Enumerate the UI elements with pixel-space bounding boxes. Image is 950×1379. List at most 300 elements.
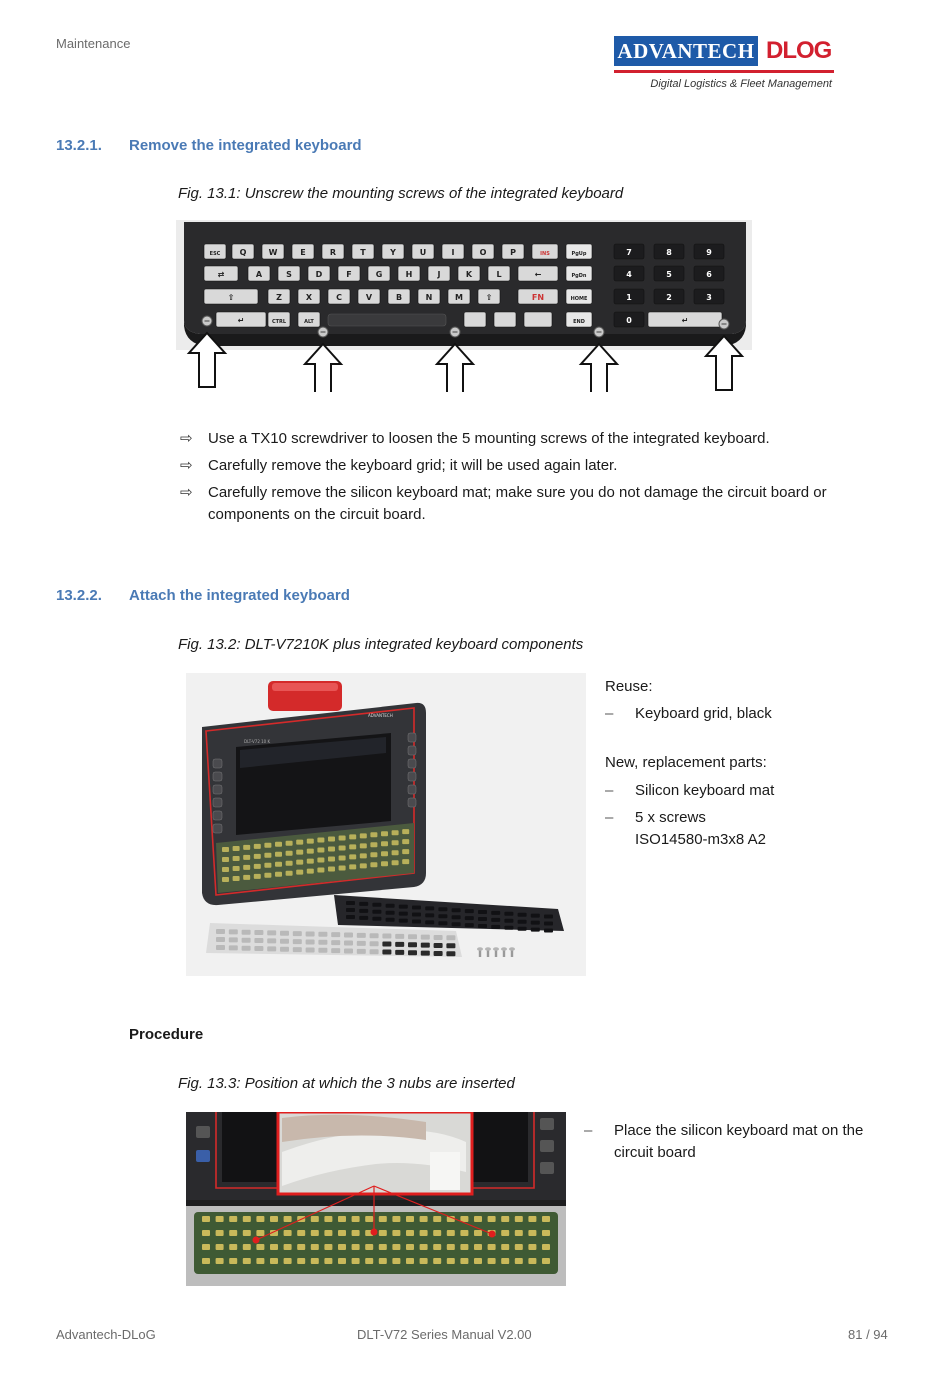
keyboard-key-label: A bbox=[255, 270, 263, 279]
footer-company: Advantech-DLoG bbox=[56, 1327, 156, 1342]
device-button bbox=[213, 785, 222, 794]
reuse-item bbox=[605, 703, 905, 725]
figure-caption-2: Fig. 13.2: DLT-V7210K plus integrated keyboard components bbox=[178, 636, 584, 653]
pcb-key-pad bbox=[233, 856, 240, 861]
pcb-key-pad bbox=[365, 1258, 373, 1264]
pcb-key-pad bbox=[365, 1244, 373, 1250]
grid-slot bbox=[491, 911, 500, 915]
keyboard-key-label: INS bbox=[540, 251, 550, 257]
mat-key bbox=[434, 935, 443, 940]
pcb-key-pad bbox=[406, 1258, 414, 1264]
pcb-key-pad bbox=[229, 1244, 237, 1250]
grid-slot bbox=[386, 918, 395, 922]
keyboard-key-label: J bbox=[437, 270, 441, 279]
mat-key bbox=[395, 950, 404, 955]
keyboard-key-label: 4 bbox=[626, 270, 632, 279]
screw-head bbox=[493, 947, 499, 951]
mat-key bbox=[446, 951, 455, 956]
mat-key bbox=[382, 950, 391, 955]
pcb-key-pad bbox=[307, 849, 314, 854]
grid-slot bbox=[504, 926, 513, 930]
pcb-key-pad bbox=[311, 1216, 319, 1222]
pcb-key-pad bbox=[254, 874, 261, 879]
pcb-key-pad bbox=[406, 1244, 414, 1250]
pcb-key-pad bbox=[202, 1230, 210, 1236]
pcb-key-pad bbox=[264, 863, 271, 868]
figure-device-components bbox=[186, 673, 586, 976]
footer-page-number: 81 / 94 bbox=[848, 1327, 888, 1342]
pcb-key-pad bbox=[352, 1216, 360, 1222]
keyboard-key-label: U bbox=[419, 248, 427, 257]
device-button bbox=[408, 733, 416, 742]
keyboard-key bbox=[494, 312, 516, 327]
grid-slot bbox=[386, 904, 395, 908]
grid-slot bbox=[531, 928, 540, 932]
company-logo bbox=[614, 36, 834, 94]
pcb-key-pad bbox=[447, 1244, 455, 1250]
step-item bbox=[180, 428, 860, 450]
grid-slot bbox=[452, 915, 461, 919]
logo-dlog: DLOG bbox=[766, 37, 832, 64]
mat-key bbox=[370, 933, 379, 938]
pcb-key-pad bbox=[515, 1230, 523, 1236]
pcb-key-pad bbox=[402, 859, 409, 864]
mat-key bbox=[382, 942, 391, 947]
pcb-key-pad bbox=[202, 1244, 210, 1250]
mat-key bbox=[370, 949, 379, 954]
keyboard-key-label: M bbox=[455, 293, 463, 302]
section-title: Attach the integrated keyboard bbox=[129, 587, 350, 604]
keyboard-key-label: ← bbox=[534, 270, 542, 279]
mat-key bbox=[242, 946, 251, 951]
pcb-key-pad bbox=[243, 1230, 251, 1236]
pcb-key-pad bbox=[296, 870, 303, 875]
mat-key bbox=[434, 951, 443, 956]
pcb-key-pad bbox=[338, 1258, 346, 1264]
pcb-key-pad bbox=[501, 1230, 509, 1236]
section-number: 13.2.2. bbox=[56, 587, 102, 604]
grid-slot bbox=[425, 913, 434, 917]
mat-key bbox=[408, 950, 417, 955]
keyboard-key-label: 8 bbox=[666, 248, 672, 257]
pcb-key-pad bbox=[474, 1230, 482, 1236]
section-heading-attach bbox=[56, 587, 556, 607]
pcb-key-pad bbox=[515, 1216, 523, 1222]
pcb-key-pad bbox=[528, 1258, 536, 1264]
mat-key bbox=[318, 932, 327, 937]
grid-slot bbox=[346, 901, 355, 905]
pcb-key-pad bbox=[229, 1230, 237, 1236]
pcb-key-pad bbox=[339, 845, 346, 850]
new-part-text: 5 x screws bbox=[635, 809, 706, 826]
figure-keyboard bbox=[176, 220, 752, 392]
pcb-key-pad bbox=[233, 866, 240, 871]
pcb-key-pad bbox=[501, 1244, 509, 1250]
mat-key bbox=[318, 940, 327, 945]
keyboard-key-label: V bbox=[365, 293, 373, 302]
pcb-key-pad bbox=[311, 1244, 319, 1250]
mat-key bbox=[280, 947, 289, 952]
device-button bbox=[213, 824, 222, 833]
grid-slot bbox=[346, 908, 355, 912]
procedure-heading: Procedure bbox=[129, 1026, 204, 1043]
mat-key bbox=[344, 933, 353, 938]
grid-slot bbox=[531, 914, 540, 918]
mat-key bbox=[306, 939, 315, 944]
grid-slot bbox=[544, 929, 553, 933]
mat-key bbox=[331, 948, 340, 953]
grid-slot bbox=[518, 913, 527, 917]
device-button bbox=[213, 759, 222, 768]
pcb-key-pad bbox=[338, 1216, 346, 1222]
pcb-key-pad bbox=[488, 1216, 496, 1222]
screw-spec: ISO14580-m3x8 A2 bbox=[635, 831, 766, 848]
grid-slot bbox=[518, 920, 527, 924]
device-button bbox=[408, 785, 416, 794]
mat-key bbox=[408, 934, 417, 939]
keyboard-key-label: Z bbox=[276, 293, 282, 302]
mat-key bbox=[357, 949, 366, 954]
pcb-key-pad bbox=[501, 1216, 509, 1222]
grid-slot bbox=[491, 925, 500, 929]
reuse-label: Reuse: bbox=[605, 678, 653, 695]
screw-head bbox=[477, 947, 483, 951]
pcb-key-pad bbox=[460, 1230, 468, 1236]
pcb-key-pad bbox=[222, 847, 229, 852]
pcb-key-pad bbox=[370, 832, 377, 837]
keyboard-key-label: HOME bbox=[570, 296, 588, 302]
pcb-key-pad bbox=[392, 1258, 400, 1264]
grid-slot bbox=[359, 909, 368, 913]
mat-key bbox=[306, 931, 315, 936]
pcb-key-pad bbox=[381, 831, 388, 836]
keyboard-key-label: 9 bbox=[706, 248, 712, 257]
pcb-key-pad bbox=[381, 861, 388, 866]
grid-slot bbox=[399, 919, 408, 923]
pcb-key-pad bbox=[264, 853, 271, 858]
pcb-key-pad bbox=[256, 1244, 264, 1250]
pcb-key-pad bbox=[433, 1230, 441, 1236]
pcb-key-pad bbox=[379, 1244, 387, 1250]
grid-slot bbox=[399, 905, 408, 909]
arrow-right-outline-icon: ⇨ bbox=[180, 457, 193, 474]
keyboard-key-label: PgDn bbox=[571, 273, 587, 279]
pcb-key-pad bbox=[317, 848, 324, 853]
pcb-key-pad bbox=[392, 1230, 400, 1236]
pcb-key-pad bbox=[297, 1230, 305, 1236]
mat-key bbox=[216, 929, 225, 934]
step-text: Carefully remove the silicon keyboard mat; make sure you do not damage the circuit board or components on the circuit board. bbox=[208, 484, 827, 523]
mat-key bbox=[293, 947, 302, 952]
pcb-key-pad bbox=[328, 867, 335, 872]
grid-slot bbox=[425, 906, 434, 910]
keyboard-key-label: H bbox=[405, 270, 413, 279]
pcb-key-pad bbox=[474, 1244, 482, 1250]
grid-slot bbox=[478, 917, 487, 921]
mat-key bbox=[267, 938, 276, 943]
pcb-key-pad bbox=[349, 864, 356, 869]
arrow-up-outline-icon bbox=[437, 344, 473, 392]
mat-key bbox=[382, 934, 391, 939]
pcb-key-pad bbox=[275, 842, 282, 847]
pcb-key-pad bbox=[474, 1216, 482, 1222]
mat-key bbox=[254, 946, 263, 951]
pcb-key-pad bbox=[284, 1244, 292, 1250]
pcb-key-pad bbox=[256, 1230, 264, 1236]
pcb-key-pad bbox=[379, 1258, 387, 1264]
device-button bbox=[408, 798, 416, 807]
keyboard-key-label: P bbox=[510, 248, 516, 257]
keyboard-key-label: Y bbox=[390, 248, 396, 257]
grid-slot bbox=[359, 902, 368, 906]
pcb-key-pad bbox=[433, 1258, 441, 1264]
figure-caption-1: Fig. 13.1: Unscrew the mounting screws of the integrated keyboard bbox=[178, 185, 624, 202]
keyboard-key-label: K bbox=[465, 270, 473, 279]
footer-manual-title: DLT-V72 Series Manual V2.00 bbox=[357, 1327, 532, 1342]
mat-key bbox=[293, 931, 302, 936]
pcb-key-pad bbox=[264, 873, 271, 878]
pcb-key-pad bbox=[392, 830, 399, 835]
grid-slot bbox=[465, 909, 474, 913]
pcb-key-pad bbox=[402, 829, 409, 834]
grid-slot bbox=[412, 913, 421, 917]
pcb-key-pad bbox=[338, 1230, 346, 1236]
pcb-key-pad bbox=[349, 844, 356, 849]
mat-key bbox=[267, 930, 276, 935]
grid-slot bbox=[359, 916, 368, 920]
pcb-key-pad bbox=[338, 1244, 346, 1250]
pcb-key-pad bbox=[324, 1230, 332, 1236]
mat-key bbox=[446, 943, 455, 948]
pcb-key-pad bbox=[243, 855, 250, 860]
pcb-key-pad bbox=[317, 868, 324, 873]
keyboard-key-label: W bbox=[268, 248, 278, 257]
procedure-step bbox=[584, 1120, 904, 1164]
pcb-key-pad bbox=[275, 862, 282, 867]
device-button bbox=[213, 798, 222, 807]
pcb-key-pad bbox=[296, 840, 303, 845]
device-model-label: DLT-V72 10 K bbox=[244, 739, 271, 744]
keyboard-key-label: ↵ bbox=[681, 316, 689, 325]
keyboard-key bbox=[524, 312, 552, 327]
mat-key bbox=[421, 935, 430, 940]
pcb-key-pad bbox=[352, 1230, 360, 1236]
device-brand-label: ADVANTECH bbox=[368, 713, 393, 718]
pcb-key-pad bbox=[420, 1258, 428, 1264]
pcb-key-pad bbox=[542, 1216, 550, 1222]
pcb-key-pad bbox=[460, 1258, 468, 1264]
grid-slot bbox=[412, 906, 421, 910]
grid-slot bbox=[399, 912, 408, 916]
device-button bbox=[408, 772, 416, 781]
procedure-step-text: Place the silicon keyboard mat on the circuit board bbox=[614, 1122, 864, 1161]
pcb-key-pad bbox=[515, 1244, 523, 1250]
pcb-key-pad bbox=[254, 864, 261, 869]
pcb-key-pad bbox=[307, 859, 314, 864]
pcb-key-pad bbox=[256, 1258, 264, 1264]
grid-slot bbox=[478, 910, 487, 914]
pcb-key-pad bbox=[270, 1258, 278, 1264]
keyboard-key-label: D bbox=[315, 270, 323, 279]
pcb-key-pad bbox=[229, 1216, 237, 1222]
figure-caption-3: Fig. 13.3: Position at which the 3 nubs are inserted bbox=[178, 1075, 515, 1092]
pcb-key-pad bbox=[528, 1216, 536, 1222]
pcb-key-pad bbox=[311, 1258, 319, 1264]
pcb-key-pad bbox=[528, 1244, 536, 1250]
keyboard-key bbox=[464, 312, 486, 327]
device-button bbox=[408, 746, 416, 755]
keyboard-key-label: ESC bbox=[209, 251, 221, 257]
mat-key bbox=[446, 935, 455, 940]
pcb-key-pad bbox=[286, 841, 293, 846]
pcb-key-pad bbox=[420, 1244, 428, 1250]
pcb-key-pad bbox=[254, 844, 261, 849]
pcb-key-pad bbox=[360, 863, 367, 868]
pcb-key-pad bbox=[202, 1216, 210, 1222]
keyboard-key-label: G bbox=[375, 270, 383, 279]
new-parts-label: New, replacement parts: bbox=[605, 754, 767, 771]
pcb-key-pad bbox=[284, 1230, 292, 1236]
pcb-key-pad bbox=[307, 869, 314, 874]
grid-slot bbox=[346, 915, 355, 919]
grid-slot bbox=[465, 916, 474, 920]
arrow-up-outline-icon bbox=[581, 344, 617, 392]
mat-key bbox=[318, 948, 327, 953]
mat-key bbox=[395, 934, 404, 939]
mat-key bbox=[357, 941, 366, 946]
mat-key bbox=[242, 930, 251, 935]
grid-slot bbox=[452, 908, 461, 912]
pcb-key-pad bbox=[392, 840, 399, 845]
pcb-key-pad bbox=[275, 852, 282, 857]
pcb-key-pad bbox=[311, 1230, 319, 1236]
keyboard-key-label: 0 bbox=[626, 316, 632, 325]
pcb-key-pad bbox=[243, 1244, 251, 1250]
keyboard-key-label: N bbox=[425, 293, 433, 302]
pcb-key-pad bbox=[339, 865, 346, 870]
pcb-key-pad bbox=[352, 1244, 360, 1250]
mat-key bbox=[370, 941, 379, 946]
mat-key bbox=[357, 933, 366, 938]
mat-key bbox=[280, 931, 289, 936]
pcb-key-pad bbox=[433, 1244, 441, 1250]
keyboard-key-label: L bbox=[496, 270, 502, 279]
pcb-key-pad bbox=[233, 876, 240, 881]
grid-slot bbox=[372, 910, 381, 914]
screw-head bbox=[501, 947, 507, 951]
logo-tagline: Digital Logistics & Fleet Management bbox=[650, 78, 832, 90]
section-title: Remove the integrated keyboard bbox=[129, 137, 362, 154]
pcb-key-pad bbox=[317, 858, 324, 863]
pcb-key-pad bbox=[420, 1230, 428, 1236]
pcb-key-pad bbox=[365, 1216, 373, 1222]
pcb-key-pad bbox=[370, 852, 377, 857]
pcb-key-pad bbox=[381, 841, 388, 846]
grid-slot bbox=[412, 920, 421, 924]
pcb-key-pad bbox=[256, 1216, 264, 1222]
new-part-item bbox=[605, 807, 905, 851]
grid-slot bbox=[372, 903, 381, 907]
pcb-key-pad bbox=[286, 851, 293, 856]
pcb-key-pad bbox=[297, 1244, 305, 1250]
pcb-key-pad bbox=[275, 872, 282, 877]
mat-key bbox=[331, 932, 340, 937]
step-item bbox=[180, 455, 860, 477]
mat-key bbox=[229, 929, 238, 934]
grid-slot bbox=[504, 919, 513, 923]
grid-slot bbox=[518, 927, 527, 931]
keyboard-key-label: END bbox=[573, 319, 585, 325]
mat-key bbox=[421, 951, 430, 956]
pcb-key-pad bbox=[381, 851, 388, 856]
pcb-key-pad bbox=[370, 842, 377, 847]
keyboard-key-label: ⇧ bbox=[227, 293, 235, 302]
dash-bullet-icon: – bbox=[605, 782, 614, 799]
pcb-key-pad bbox=[297, 1258, 305, 1264]
device-button bbox=[213, 772, 222, 781]
device-button bbox=[408, 759, 416, 768]
pcb-key-pad bbox=[328, 857, 335, 862]
pcb-key-pad bbox=[406, 1216, 414, 1222]
pcb-key-pad bbox=[392, 850, 399, 855]
keyboard-key-label: T bbox=[360, 248, 366, 257]
pcb-key-pad bbox=[349, 854, 356, 859]
pcb-key-pad bbox=[360, 853, 367, 858]
mat-key bbox=[421, 943, 430, 948]
pcb-key-pad bbox=[402, 849, 409, 854]
pcb-key-pad bbox=[542, 1230, 550, 1236]
pcb-key-pad bbox=[328, 847, 335, 852]
pcb-key-pad bbox=[264, 843, 271, 848]
mat-key bbox=[306, 947, 315, 952]
figure-nub-positions bbox=[186, 1112, 566, 1286]
screw-head bbox=[485, 947, 491, 951]
screw-head bbox=[509, 947, 515, 951]
step-text: Carefully remove the keyboard grid; it will be used again later. bbox=[208, 457, 618, 474]
device-button bbox=[213, 811, 222, 820]
keyboard-key-label: B bbox=[395, 293, 403, 302]
grid-slot bbox=[386, 911, 395, 915]
keyboard-key-label: I bbox=[451, 248, 455, 257]
keyboard-key-label: 3 bbox=[706, 293, 712, 302]
grid-slot bbox=[478, 924, 487, 928]
grid-slot bbox=[491, 918, 500, 922]
pcb-key-pad bbox=[392, 1244, 400, 1250]
pcb-key-pad bbox=[296, 860, 303, 865]
mat-key bbox=[229, 937, 238, 942]
keyboard-key-label: 5 bbox=[666, 270, 672, 279]
keyboard-key-label: 7 bbox=[626, 248, 632, 257]
pcb-key-pad bbox=[202, 1258, 210, 1264]
pcb-key-pad bbox=[501, 1258, 509, 1264]
pcb-key-pad bbox=[243, 845, 250, 850]
grid-slot bbox=[438, 921, 447, 925]
pcb-key-pad bbox=[339, 835, 346, 840]
pcb-key-pad bbox=[284, 1216, 292, 1222]
pcb-key-pad bbox=[324, 1216, 332, 1222]
pcb-key-pad bbox=[460, 1244, 468, 1250]
pcb-key-pad bbox=[222, 867, 229, 872]
new-part-item bbox=[605, 780, 905, 802]
pcb-key-pad bbox=[360, 843, 367, 848]
keyboard-key-label: ↵ bbox=[237, 316, 245, 325]
keyboard-key-label: CTRL bbox=[271, 319, 287, 325]
pcb-key-pad bbox=[328, 837, 335, 842]
pcb-key-pad bbox=[243, 865, 250, 870]
pcb-key-pad bbox=[379, 1230, 387, 1236]
keyboard-key-label: X bbox=[305, 293, 313, 302]
pcb-key-pad bbox=[379, 1216, 387, 1222]
